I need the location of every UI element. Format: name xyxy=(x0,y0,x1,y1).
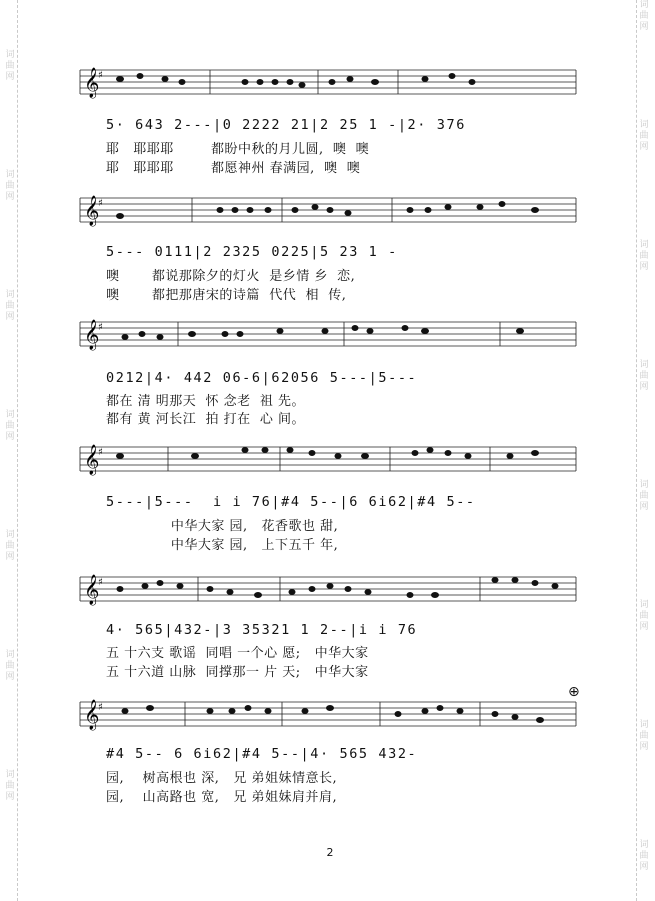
staff-2 xyxy=(80,196,576,225)
lyric-line-1a: 耶 耶耶耶 都盼中秋的月儿圆, 噢 噢 xyxy=(106,142,370,157)
svg-text:♯: ♯ xyxy=(98,577,103,588)
staff-6 xyxy=(80,700,576,729)
page-number: 2 xyxy=(326,846,334,859)
staff-3 xyxy=(80,320,576,349)
staff-5 xyxy=(80,575,576,604)
jianpu-row-2: 5--- 0111|2 2325 0225|5 23 1 - xyxy=(106,244,398,260)
staff-notation-3 xyxy=(80,320,576,349)
svg-text:𝄞: 𝄞 xyxy=(84,575,100,605)
svg-text:♯: ♯ xyxy=(98,70,103,81)
watermark-left: 词 曲 网 词 曲 网 词 曲 网 词 曲 网 词 曲 网 词 曲 网 词 曲 网 xyxy=(2,0,18,901)
lyric-line-6b: 园, 山高路也 宽, 兄 弟姐妹肩并肩, xyxy=(106,790,338,805)
lyric-line-4a: 中华大家 园, 花香歌也 甜, xyxy=(106,519,339,534)
svg-text:♯: ♯ xyxy=(98,198,103,209)
lyric-line-2a: 噢 都说那除夕的灯火 是乡情 乡 恋, xyxy=(106,269,356,284)
svg-text:𝄞: 𝄞 xyxy=(84,68,100,98)
coda-sign: ⊕ xyxy=(568,684,580,700)
lyric-line-6a: 园, 树高根也 深, 兄 弟姐妹情意长, xyxy=(106,771,338,786)
staff-notation-5 xyxy=(80,575,576,604)
svg-text:𝄞: 𝄞 xyxy=(84,445,100,475)
staff-1 xyxy=(80,68,576,97)
jianpu-row-3: 0212|4· 442 06-6|62056 5---|5--- xyxy=(106,370,418,386)
staff-notation-6 xyxy=(80,700,576,729)
svg-text:𝄞: 𝄞 xyxy=(84,196,100,226)
svg-text:𝄞: 𝄞 xyxy=(84,320,100,350)
jianpu-row-6: #4 5-- 6 6i62|#4 5--|4· 565 432- xyxy=(106,746,418,762)
svg-text:♯: ♯ xyxy=(98,702,103,713)
svg-text:♯: ♯ xyxy=(98,447,103,458)
lyric-line-5b: 五 十六道 山脉 同撑那一 片 天; 中华大家 xyxy=(106,665,369,680)
lyric-line-3a: 都在 清 明那天 怀 念老 祖 先。 xyxy=(106,394,306,409)
staff-notation-2 xyxy=(80,196,576,225)
lyric-line-2b: 噢 都把那唐宋的诗篇 代代 相 传, xyxy=(106,288,347,303)
jianpu-row-5: 4· 565|432-|3 35321 1 2--|i i 76 xyxy=(106,622,418,638)
staff-notation-4 xyxy=(80,445,576,474)
staff-4 xyxy=(80,445,576,474)
svg-text:𝄞: 𝄞 xyxy=(84,700,100,730)
jianpu-row-4: 5---|5--- i i 76|#4 5--|6 6i62|#4 5-- xyxy=(106,494,476,510)
lyric-line-1b: 耶 耶耶耶 都愿神州 春满园, 噢 噢 xyxy=(106,161,361,176)
lyric-line-4b: 中华大家 园, 上下五千 年, xyxy=(106,538,339,553)
staff-notation-1 xyxy=(80,68,576,97)
lyric-line-5a: 五 十六支 歌谣 同唱 一个心 愿; 中华大家 xyxy=(106,646,369,661)
jianpu-row-1: 5· 643 2---|0 2222 21|2 25 1 -|2· 376 xyxy=(106,117,466,133)
lyric-line-3b: 都有 黄 河长江 拍 打在 心 间。 xyxy=(106,412,306,427)
watermark-right: 词 曲 网 词 曲 网 词 曲 网 词 曲 网 词 曲 网 词 曲 网 词 曲 网 词 曲 网 xyxy=(636,0,652,901)
svg-text:♯: ♯ xyxy=(98,322,103,333)
